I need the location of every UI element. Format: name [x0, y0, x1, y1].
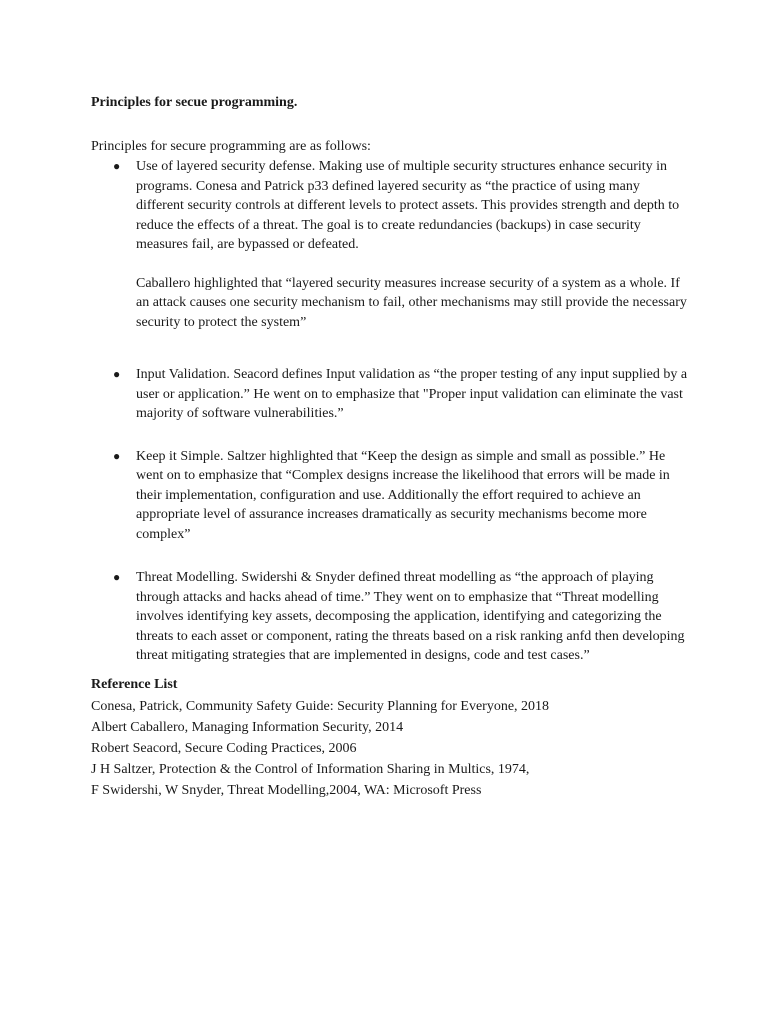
reference-item: J H Saltzer, Protection & the Control of Information Sharing in Multics, 1974,: [91, 762, 530, 777]
bullet-icon: ●: [113, 448, 121, 463]
reference-item: Robert Seacord, Secure Coding Practices, 2006: [91, 741, 357, 756]
reference-item: Albert Caballero, Managing Information Security, 2014: [91, 720, 404, 735]
list-item-text: Use of layered security defense. Making use of multiple security structures enhance security in programs. Conesa and Patrick p33 defined layered security as “the practice of using many different security controls at different levels to protect assets. This provides strength and depth to reduce the effects of a threat. The goal is to create redundancies (backups) in case security measures fail, are bypassed or defeated.: [136, 159, 680, 252]
bullet-icon: ●: [113, 570, 121, 584]
bullet-icon: ●: [113, 159, 121, 173]
list-item: [91, 365, 691, 424]
reference-list-heading: Reference List: [91, 677, 178, 692]
document-title: Principles for secue programming.: [91, 95, 298, 110]
bullet-icon: ●: [113, 367, 121, 381]
list-item-text: Threat Modelling. Swidershi & Snyder defined threat modelling as “the approach of playing through attacks and hacks ahead of time.” They went on to emphasize that “Threat modelling involves identifying key assets, decomposing the application, identifying and categorizing the threats to each asset or component, rating the threats based on a risk ranking anfd then developing threat mitigating strategies that are implemented in designs, code and test cases.”: [136, 570, 685, 663]
list-item: [91, 568, 691, 666]
reference-list: [91, 696, 549, 801]
list-item-text: Input Validation. Seacord defines Input validation as “the proper testing of any input supplied by a user or application.” He went on to emphasize that "Proper input validation can eliminate the vast majority of software vulnerabilities.”: [136, 367, 688, 421]
list-item: [91, 447, 691, 545]
list-item: [91, 157, 691, 332]
list-item-text: Caballero highlighted that “layered security measures increase security of a system as a whole. If an attack causes one security mechanism to fail, other mechanisms may still provide the necessary security to protect the system”: [136, 275, 687, 330]
reference-item: F Swidershi, W Snyder, Threat Modelling,2004, WA: Microsoft Press: [91, 783, 482, 798]
reference-item: Conesa, Patrick, Community Safety Guide: Security Planning for Everyone, 2018: [91, 699, 550, 714]
principles-list: [91, 157, 691, 666]
intro-paragraph: Principles for secure programming are as follows:: [91, 139, 371, 154]
list-item-text: Keep it Simple. Saltzer highlighted that “Keep the design as simple and small as possible.” He went on to emphasize that “Complex designs increase the likelihood that errors will be made in their implementation, configuration and use. Additionally the effort required to achieve an appropriate level of assurance increases dramatically as security mechanisms become more complex”: [136, 448, 670, 542]
